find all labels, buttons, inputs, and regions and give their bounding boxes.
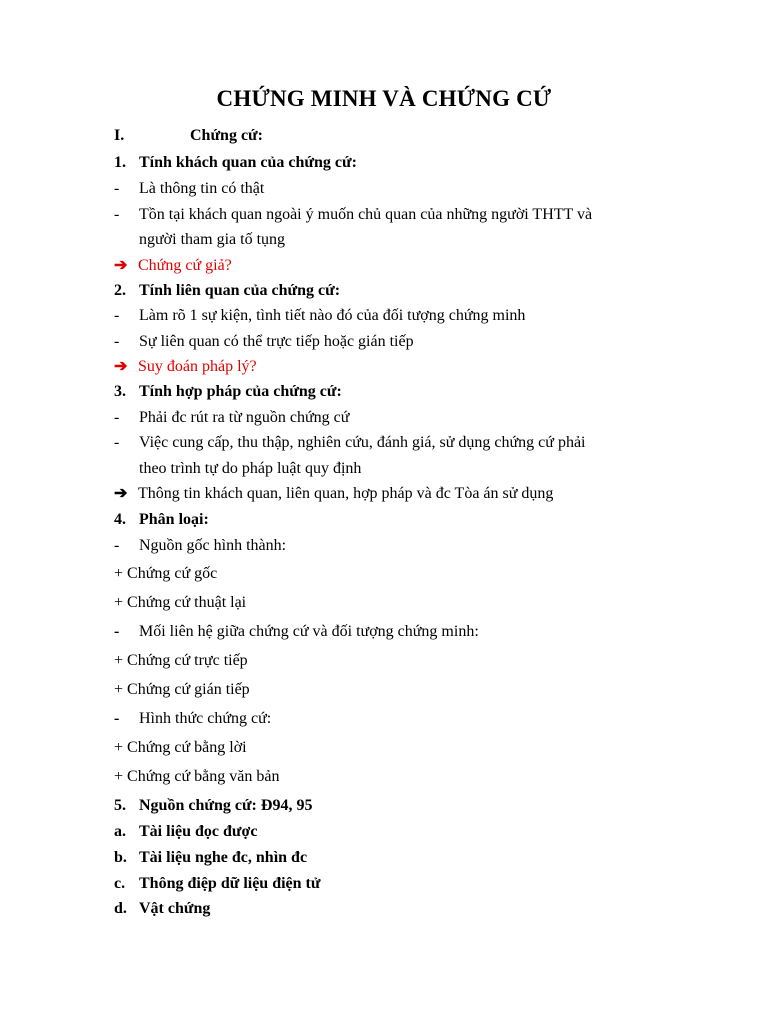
arrow-right-icon: ➔ [114, 485, 128, 502]
bullet-item: - Phải đc rút ra từ nguồn chứng cứ [114, 409, 350, 426]
plus-item: + Chứng cứ trực tiếp [114, 652, 248, 669]
plus-item: + Chứng cứ bằng văn bản [114, 768, 280, 785]
arrow-right-icon: ➔ [114, 358, 128, 375]
heading-nguon-chung-cu: 5. Nguồn chứng cứ: Đ94, 95 [114, 797, 313, 814]
bullet-item: - Nguồn gốc hình thành: [114, 537, 287, 554]
bullet-item: - Mối liên hệ giữa chứng cứ và đối tượng chứng minh: [114, 623, 479, 640]
plus-item: + Chứng cứ thuật lại [114, 594, 247, 611]
arrow-note: ➔ Chứng cứ giả? [114, 257, 232, 274]
plus-item: + Chứng cứ gốc [114, 565, 218, 582]
bullet-item: - Tồn tại khách quan ngoài ý muốn chủ quan của những người THTT và [114, 206, 593, 223]
arrow-right-icon: ➔ [114, 257, 128, 274]
plus-item: + Chứng cứ gián tiếp [114, 681, 250, 698]
heading-phan-loai: 4. Phân loại: [114, 511, 209, 528]
sub-heading-c: c. Thông điệp dữ liệu điện tử [114, 875, 321, 892]
section-heading-chung-cu: I. Chứng cứ: [114, 127, 263, 144]
bullet-item-continuation: người tham gia tố tụng [139, 231, 286, 248]
sub-heading-b: b. Tài liệu nghe đc, nhìn đc [114, 849, 308, 866]
sub-heading-d: d. Vật chứng [114, 900, 211, 917]
bullet-item: - Hình thức chứng cứ: [114, 710, 272, 727]
sub-heading-a: a. Tài liệu đọc được [114, 823, 258, 840]
arrow-note: ➔ Suy đoán pháp lý? [114, 358, 257, 375]
bullet-item: - Là thông tin có thật [114, 180, 265, 197]
heading-tinh-hop-phap: 3. Tính hợp pháp của chứng cứ: [114, 383, 342, 400]
bullet-item: - Việc cung cấp, thu thập, nghiên cứu, đánh giá, sử dụng chứng cứ phải [114, 434, 586, 451]
bullet-item-continuation: theo trình tự do pháp luật quy định [139, 460, 362, 477]
page-title: CHỨNG MINH VÀ CHỨNG CỨ [216, 86, 552, 111]
heading-tinh-khach-quan: 1. Tính khách quan của chứng cứ: [114, 154, 357, 171]
arrow-note: ➔ Thông tin khách quan, liên quan, hợp pháp và đc Tòa án sử dụng [114, 485, 554, 502]
bullet-item: - Làm rõ 1 sự kiện, tình tiết nào đó của đối tượng chứng minh [114, 307, 526, 324]
bullet-item: - Sự liên quan có thể trực tiếp hoặc gián tiếp [114, 333, 414, 350]
plus-item: + Chứng cứ bằng lời [114, 739, 247, 756]
heading-tinh-lien-quan: 2. Tính liên quan của chứng cứ: [114, 282, 341, 299]
